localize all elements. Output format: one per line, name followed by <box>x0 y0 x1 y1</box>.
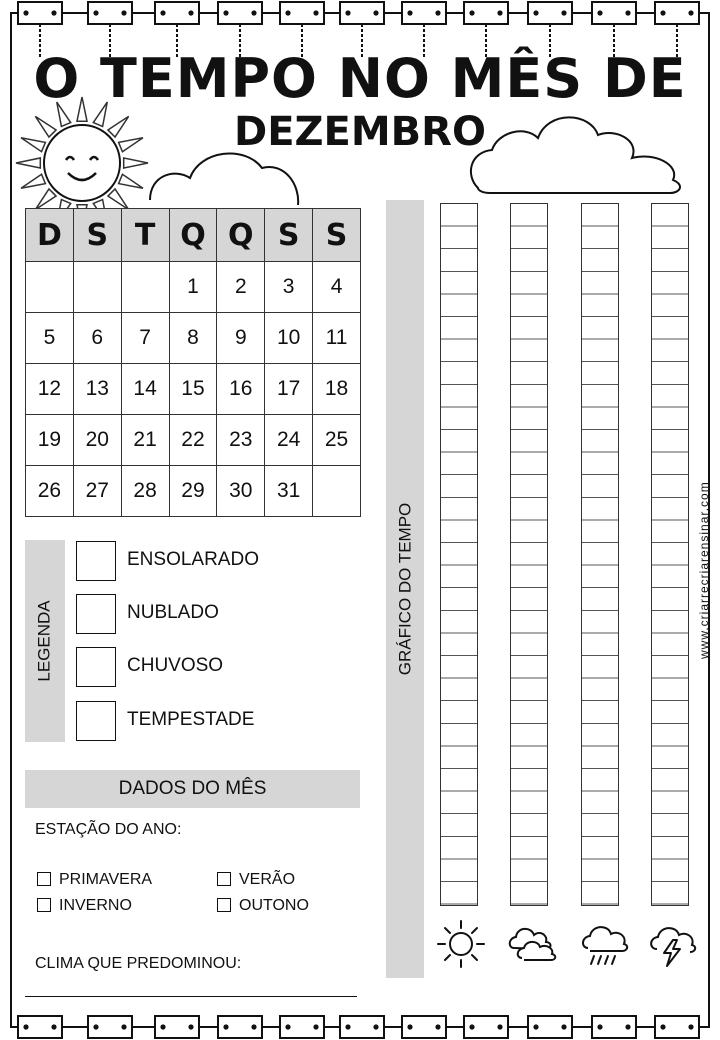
graph-title: GRÁFICO DO TEMPO <box>395 502 415 676</box>
day-cell: 27 <box>73 466 121 517</box>
day-cell: 26 <box>26 466 74 517</box>
legend-label: CHUVOSO <box>127 655 224 676</box>
tag-dot <box>346 1025 349 1028</box>
checkbox[interactable] <box>217 872 231 886</box>
weekday-header: D <box>26 209 74 262</box>
calendar-week-row <box>26 364 361 415</box>
day-cell <box>313 466 361 517</box>
climate-label: CLIMA QUE PREDOMINOU: <box>35 955 242 972</box>
weekday-header: S <box>73 209 121 262</box>
day-cell: 2 <box>217 262 265 313</box>
day-cell: 24 <box>265 415 313 466</box>
sun-ray <box>35 189 56 210</box>
legend-label: TEMPESTADE <box>127 709 255 730</box>
weekday-header: Q <box>217 209 265 262</box>
tag-dot <box>286 1025 289 1028</box>
legend-color-box[interactable] <box>76 647 116 687</box>
tag-dot <box>224 1025 227 1028</box>
tag-dot <box>122 1025 125 1028</box>
tag-dot <box>498 1025 501 1028</box>
legend-color-box[interactable] <box>76 701 116 741</box>
calendar-week-row <box>26 262 361 313</box>
month-name: DEZEMBRO <box>234 109 486 155</box>
day-cell: 5 <box>26 313 74 364</box>
tag-dot <box>562 11 565 14</box>
calendar-weekday-row <box>26 209 361 262</box>
website-credit: www.criarrecriarensinar.com <box>697 481 711 659</box>
tag-dot <box>252 11 255 14</box>
tag-dot <box>498 11 501 14</box>
tag-dot <box>470 11 473 14</box>
tag-dot <box>24 1025 27 1028</box>
weekday-header: S <box>265 209 313 262</box>
tag-dot <box>94 1025 97 1028</box>
day-cell: 23 <box>217 415 265 466</box>
tag-dot <box>626 11 629 14</box>
graph-band <box>386 200 424 978</box>
legend-band <box>25 540 65 742</box>
tag-dot <box>598 1025 601 1028</box>
rain-icon <box>578 918 630 970</box>
tag-dot <box>252 1025 255 1028</box>
tag-dot <box>314 1025 317 1028</box>
season-option-label: VERÃO <box>239 871 296 888</box>
day-cell: 12 <box>26 364 74 415</box>
tag-dot <box>661 1025 664 1028</box>
day-cell: 28 <box>121 466 169 517</box>
day-cell: 19 <box>26 415 74 466</box>
checkbox[interactable] <box>37 872 51 886</box>
day-cell: 9 <box>217 313 265 364</box>
calendar <box>25 208 361 517</box>
cloud-icon <box>506 918 558 970</box>
tag-dot <box>408 1025 411 1028</box>
graph-column-rainy[interactable] <box>581 203 619 906</box>
calendar-week-row <box>26 466 361 517</box>
tag-dot <box>314 11 317 14</box>
season-option-label: PRIMAVERA <box>59 871 153 888</box>
checkbox[interactable] <box>37 898 51 912</box>
tag-dot <box>122 11 125 14</box>
sun-ray <box>108 189 129 210</box>
season-option-verao[interactable] <box>217 871 295 889</box>
graph-column-cloudy[interactable] <box>510 203 548 906</box>
day-cell: 30 <box>217 466 265 517</box>
page-title: O TEMPO NO MÊS DE <box>33 47 687 110</box>
tag-dot <box>562 1025 565 1028</box>
day-cell <box>73 262 121 313</box>
weekday-header: S <box>313 209 361 262</box>
day-cell <box>26 262 74 313</box>
day-cell: 22 <box>169 415 217 466</box>
tag-dot <box>436 1025 439 1028</box>
tag-dot <box>189 11 192 14</box>
legend-title: LEGENDA <box>35 600 54 682</box>
season-option-inverno[interactable] <box>37 897 132 915</box>
tag-dot <box>94 11 97 14</box>
legend-label: NUBLADO <box>127 602 219 623</box>
day-cell <box>121 262 169 313</box>
sun-icon <box>435 918 487 970</box>
tag-dot <box>534 1025 537 1028</box>
tag-dot <box>24 11 27 14</box>
tag-dot <box>626 1025 629 1028</box>
tag-dot <box>161 11 164 14</box>
day-cell: 20 <box>73 415 121 466</box>
legend-color-box[interactable] <box>76 594 116 634</box>
day-cell: 3 <box>265 262 313 313</box>
tag-dot <box>408 11 411 14</box>
day-cell: 17 <box>265 364 313 415</box>
storm-icon <box>645 918 697 970</box>
cloud-decoration-icon <box>150 153 298 205</box>
month-data-title: DADOS DO MÊS <box>118 778 267 799</box>
tag-dot <box>52 1025 55 1028</box>
tag-dot <box>374 11 377 14</box>
tag-dot <box>436 11 439 14</box>
tag-dot <box>189 1025 192 1028</box>
day-cell: 11 <box>313 313 361 364</box>
day-cell: 15 <box>169 364 217 415</box>
tag-dot <box>374 1025 377 1028</box>
tag-dot <box>598 11 601 14</box>
day-cell: 4 <box>313 262 361 313</box>
day-cell: 31 <box>265 466 313 517</box>
day-cell: 7 <box>121 313 169 364</box>
month-data-header <box>25 770 360 808</box>
day-cell: 8 <box>169 313 217 364</box>
legend-label: ENSOLARADO <box>127 549 259 570</box>
tag-dot <box>661 11 664 14</box>
day-cell: 14 <box>121 364 169 415</box>
season-option-outono[interactable] <box>217 897 309 915</box>
graph-column-stormy[interactable] <box>651 203 689 906</box>
season-option-label: INVERNO <box>59 897 132 914</box>
day-cell: 13 <box>73 364 121 415</box>
calendar-week-row <box>26 415 361 466</box>
day-cell: 18 <box>313 364 361 415</box>
tag-dot <box>534 11 537 14</box>
legend-color-box[interactable] <box>76 541 116 581</box>
sun-ray <box>119 174 143 188</box>
season-option-label: OUTONO <box>239 897 309 914</box>
tag-dot <box>346 11 349 14</box>
tag-dot <box>52 11 55 14</box>
sun-ray <box>21 174 45 188</box>
day-cell: 25 <box>313 415 361 466</box>
day-cell: 1 <box>169 262 217 313</box>
checkbox[interactable] <box>217 898 231 912</box>
climate-answer-line[interactable] <box>25 996 357 997</box>
day-cell: 29 <box>169 466 217 517</box>
tag-dot <box>470 1025 473 1028</box>
tag-dot <box>286 11 289 14</box>
season-label: ESTAÇÃO DO ANO: <box>35 821 182 838</box>
weekday-header: T <box>121 209 169 262</box>
weekday-header: Q <box>169 209 217 262</box>
tag-dot <box>161 1025 164 1028</box>
day-cell: 21 <box>121 415 169 466</box>
graph-column-sunny[interactable] <box>440 203 478 906</box>
season-option-primavera[interactable] <box>37 871 152 889</box>
day-cell: 10 <box>265 313 313 364</box>
day-cell: 6 <box>73 313 121 364</box>
tag-dot <box>224 11 227 14</box>
tag-dot <box>689 1025 692 1028</box>
calendar-week-row <box>26 313 361 364</box>
day-cell: 16 <box>217 364 265 415</box>
tag-dot <box>689 11 692 14</box>
